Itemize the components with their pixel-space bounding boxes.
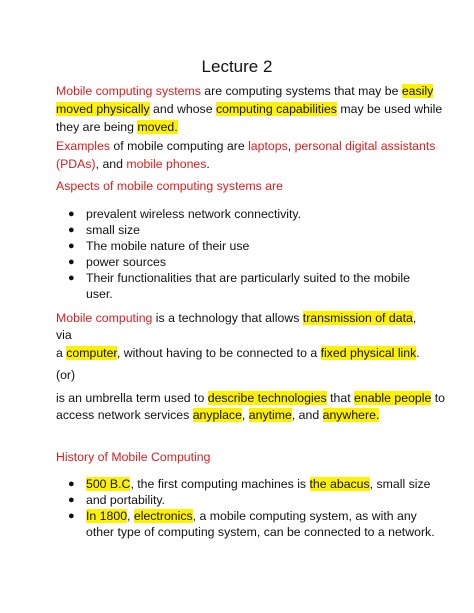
aspect-item: The mobile nature of their use bbox=[86, 239, 250, 253]
text: may be used while bbox=[336, 102, 443, 116]
term-mobile-computing: Mobile computing bbox=[56, 311, 153, 325]
highlight-in-1800: In 1800 bbox=[86, 509, 128, 523]
highlight-anywhere: anywhere. bbox=[322, 408, 380, 422]
or-text: (or) bbox=[56, 368, 76, 382]
text: , and bbox=[95, 157, 127, 171]
bullet-dot-icon: ● bbox=[68, 478, 75, 490]
highlight-computing-capabilities: computing capabilities bbox=[215, 102, 337, 116]
highlight-the-abacus: the abacus bbox=[309, 477, 370, 491]
bullet-dot-icon: ● bbox=[68, 510, 75, 522]
paragraph-3-line-1 bbox=[56, 310, 416, 326]
aspects-heading: Aspects of mobile computing systems are bbox=[56, 179, 283, 193]
text: , bbox=[287, 139, 295, 153]
bullet-dot-icon: ● bbox=[68, 240, 75, 252]
text: of mobile computing are bbox=[110, 139, 249, 153]
text: . bbox=[416, 346, 420, 360]
history-item-3-continuation: other type of computing system, can be connected to a network. bbox=[86, 525, 435, 539]
term-pda: personal digital assistants bbox=[294, 139, 436, 153]
text: . bbox=[206, 157, 210, 171]
highlight-enable-people: enable people bbox=[354, 391, 432, 405]
text: to bbox=[431, 391, 446, 405]
text: and whose bbox=[149, 102, 216, 116]
highlight-500-bc: 500 B.C bbox=[86, 477, 131, 491]
term-laptops: laptops bbox=[248, 139, 288, 153]
text: , without having to be connected to a bbox=[116, 346, 321, 360]
text: is a technology that allows bbox=[152, 311, 303, 325]
bullet-dot-icon: ● bbox=[68, 272, 75, 284]
text: , bbox=[412, 311, 417, 325]
paragraph-3-line-3 bbox=[56, 345, 420, 361]
highlight-moved-physically: moved physically bbox=[56, 102, 150, 116]
text: , bbox=[241, 408, 249, 422]
aspect-item: small size bbox=[86, 223, 140, 237]
term-mobile-computing-systems: Mobile computing systems bbox=[56, 84, 201, 98]
paragraph-4-line-1 bbox=[56, 390, 445, 406]
text: , a mobile computing system, as with any bbox=[192, 509, 417, 523]
text: they are being bbox=[56, 120, 138, 134]
highlight-describe-technologies: describe technologies bbox=[207, 391, 327, 405]
paragraph-2-line-2 bbox=[56, 156, 210, 172]
aspect-item: prevalent wireless network connectivity. bbox=[86, 207, 302, 221]
history-item-1 bbox=[86, 476, 430, 492]
text: access network services bbox=[56, 408, 193, 422]
highlight-moved: moved. bbox=[137, 120, 178, 134]
paragraph-1-line-1 bbox=[56, 83, 433, 99]
history-item-2: and portability. bbox=[86, 493, 166, 507]
paragraph-4-line-2 bbox=[56, 407, 379, 423]
bullet-dot-icon: ● bbox=[68, 224, 75, 236]
text: via bbox=[56, 328, 72, 342]
term-pdas: (PDAs) bbox=[56, 157, 96, 171]
bullet-dot-icon: ● bbox=[68, 494, 75, 506]
bullet-dot-icon: ● bbox=[68, 208, 75, 220]
highlight-transmission-of-data: transmission of data bbox=[302, 311, 413, 325]
highlight-anytime: anytime bbox=[248, 408, 292, 422]
page-title: Lecture 2 bbox=[201, 57, 273, 76]
aspect-item-continuation: user. bbox=[86, 287, 113, 301]
paragraph-1-line-3 bbox=[56, 119, 178, 135]
aspect-item: power sources bbox=[86, 255, 166, 269]
highlight-computer: computer bbox=[66, 346, 117, 360]
term-mobile-phones: mobile phones bbox=[126, 157, 207, 171]
text: , bbox=[127, 509, 134, 523]
aspect-item: Their functionalities that are particularly suited to the mobile bbox=[86, 271, 410, 285]
paragraph-3-line-2 bbox=[56, 327, 72, 343]
text: , small size bbox=[369, 477, 431, 491]
text: , the first computing machines is bbox=[130, 477, 310, 491]
highlight-fixed-physical-link: fixed physical link bbox=[320, 346, 417, 360]
term-examples: Examples bbox=[56, 139, 110, 153]
text: that bbox=[326, 391, 355, 405]
text: a bbox=[56, 346, 67, 360]
highlight-anyplace: anyplace bbox=[192, 408, 242, 422]
bullet-dot-icon: ● bbox=[68, 256, 75, 268]
text: are computing systems that may be bbox=[200, 84, 402, 98]
history-item-3 bbox=[86, 508, 417, 524]
paragraph-2-line-1 bbox=[56, 138, 435, 154]
highlight-electronics: electronics bbox=[133, 509, 193, 523]
text: is an umbrella term used to bbox=[56, 391, 208, 405]
highlight-easily: easily bbox=[401, 84, 434, 98]
text: , and bbox=[291, 408, 323, 422]
paragraph-1-line-2 bbox=[56, 101, 442, 117]
history-heading: History of Mobile Computing bbox=[56, 450, 211, 464]
